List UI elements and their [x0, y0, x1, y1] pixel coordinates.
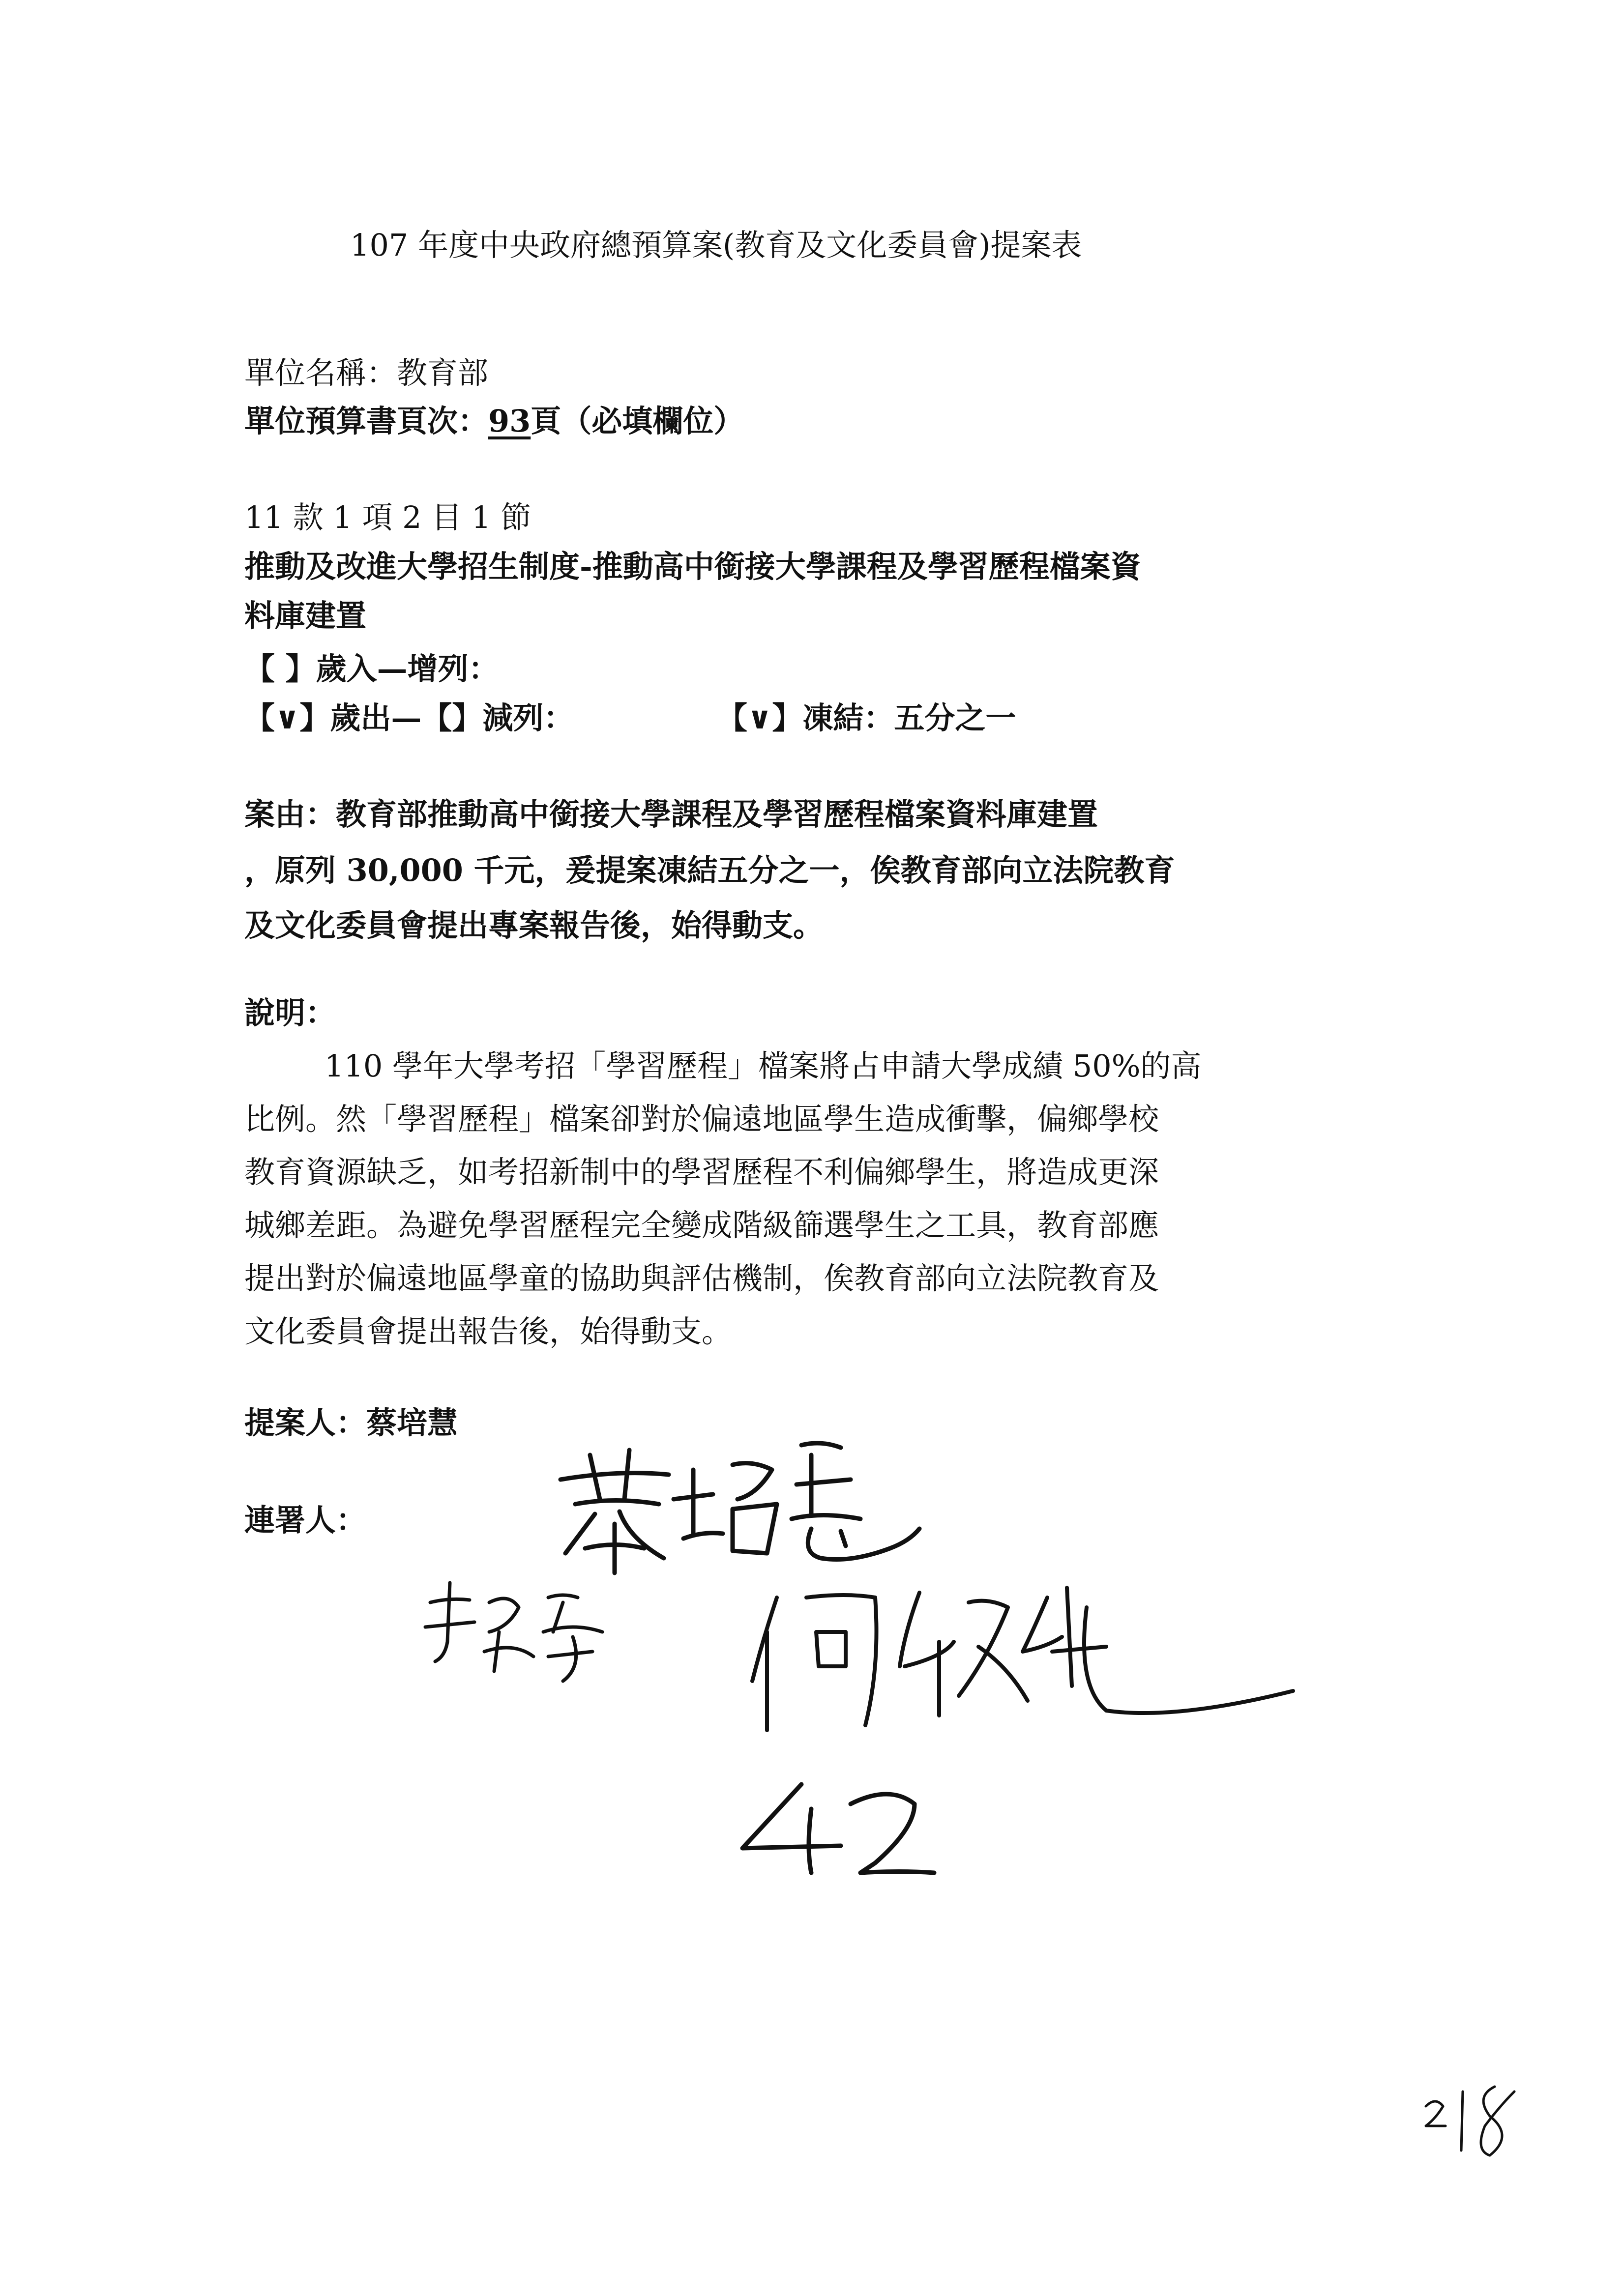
section-code: 11 款 1 項 2 目 1 節: [244, 499, 531, 535]
explanation-line: 城鄉差距。為避免學習歷程完全變成階級篩選學生之工具，教育部應: [244, 1207, 1159, 1243]
unit-name-line: 單位名稱：教育部: [244, 355, 489, 391]
explanation-heading: 說明：: [244, 995, 336, 1031]
explanation-line: 教育資源缺乏，如考招新制中的學習歷程不利偏鄉學生，將造成更深: [244, 1154, 1159, 1190]
cosigner-signature-2: [733, 1568, 1303, 1774]
revenue-checkbox-row: 【 】歲入—增列：: [244, 651, 499, 687]
proposer-line: 提案人：蔡培慧: [244, 1405, 458, 1441]
document-title: 107 年度中央政府總預算案(教育及文化委員會)提案表: [350, 227, 1082, 263]
corner-mark: [1416, 2077, 1529, 2165]
budget-page-number: 93: [488, 403, 531, 439]
explanation-line: 110 學年大學考招「學習歷程」檔案將占申請大學成績 50%的高: [325, 1048, 1202, 1084]
item-title-line-2: 料庫建置: [244, 598, 367, 634]
explanation-line: 提出對於偏遠地區學童的協助與評估機制，俟教育部向立法院教育及: [244, 1260, 1159, 1296]
reason-line-2: ，原列 30,000 千元，爰提案凍結五分之一，俟教育部向立法院教育: [244, 852, 1175, 888]
reason-line-1: 案由：教育部推動高中銜接大學課程及學習歷程檔案資料庫建置: [244, 796, 1098, 832]
freeze-checkbox: 【∨】凍結：五分之一: [717, 700, 1016, 736]
budget-page-suffix: 頁（必填欄位）: [531, 403, 744, 439]
budget-page-label: 單位預算書頁次：: [244, 403, 489, 439]
explanation-line: 文化委員會提出報告後，始得動支。: [244, 1313, 733, 1349]
cosigner-label: 連署人：: [244, 1502, 367, 1538]
reason-line-3: 及文化委員會提出專案報告後，始得動支。: [244, 907, 824, 943]
proposer-signature: [546, 1425, 949, 1588]
budget-page-line: [244, 403, 744, 439]
page-number-mark: [728, 1774, 944, 1888]
item-title-line-1: 推動及改進大學招生制度-推動高中銜接大學課程及學習歷程檔案資: [244, 549, 1141, 584]
explanation-line: 比例。然「學習歷程」檔案卻對於偏遠地區學生造成衝擊，偏鄉學校: [244, 1101, 1159, 1137]
cosigner-signature-1: [415, 1573, 647, 1691]
expenditure-checkbox-row: 【∨】歲出—【】減列：: [244, 700, 574, 736]
